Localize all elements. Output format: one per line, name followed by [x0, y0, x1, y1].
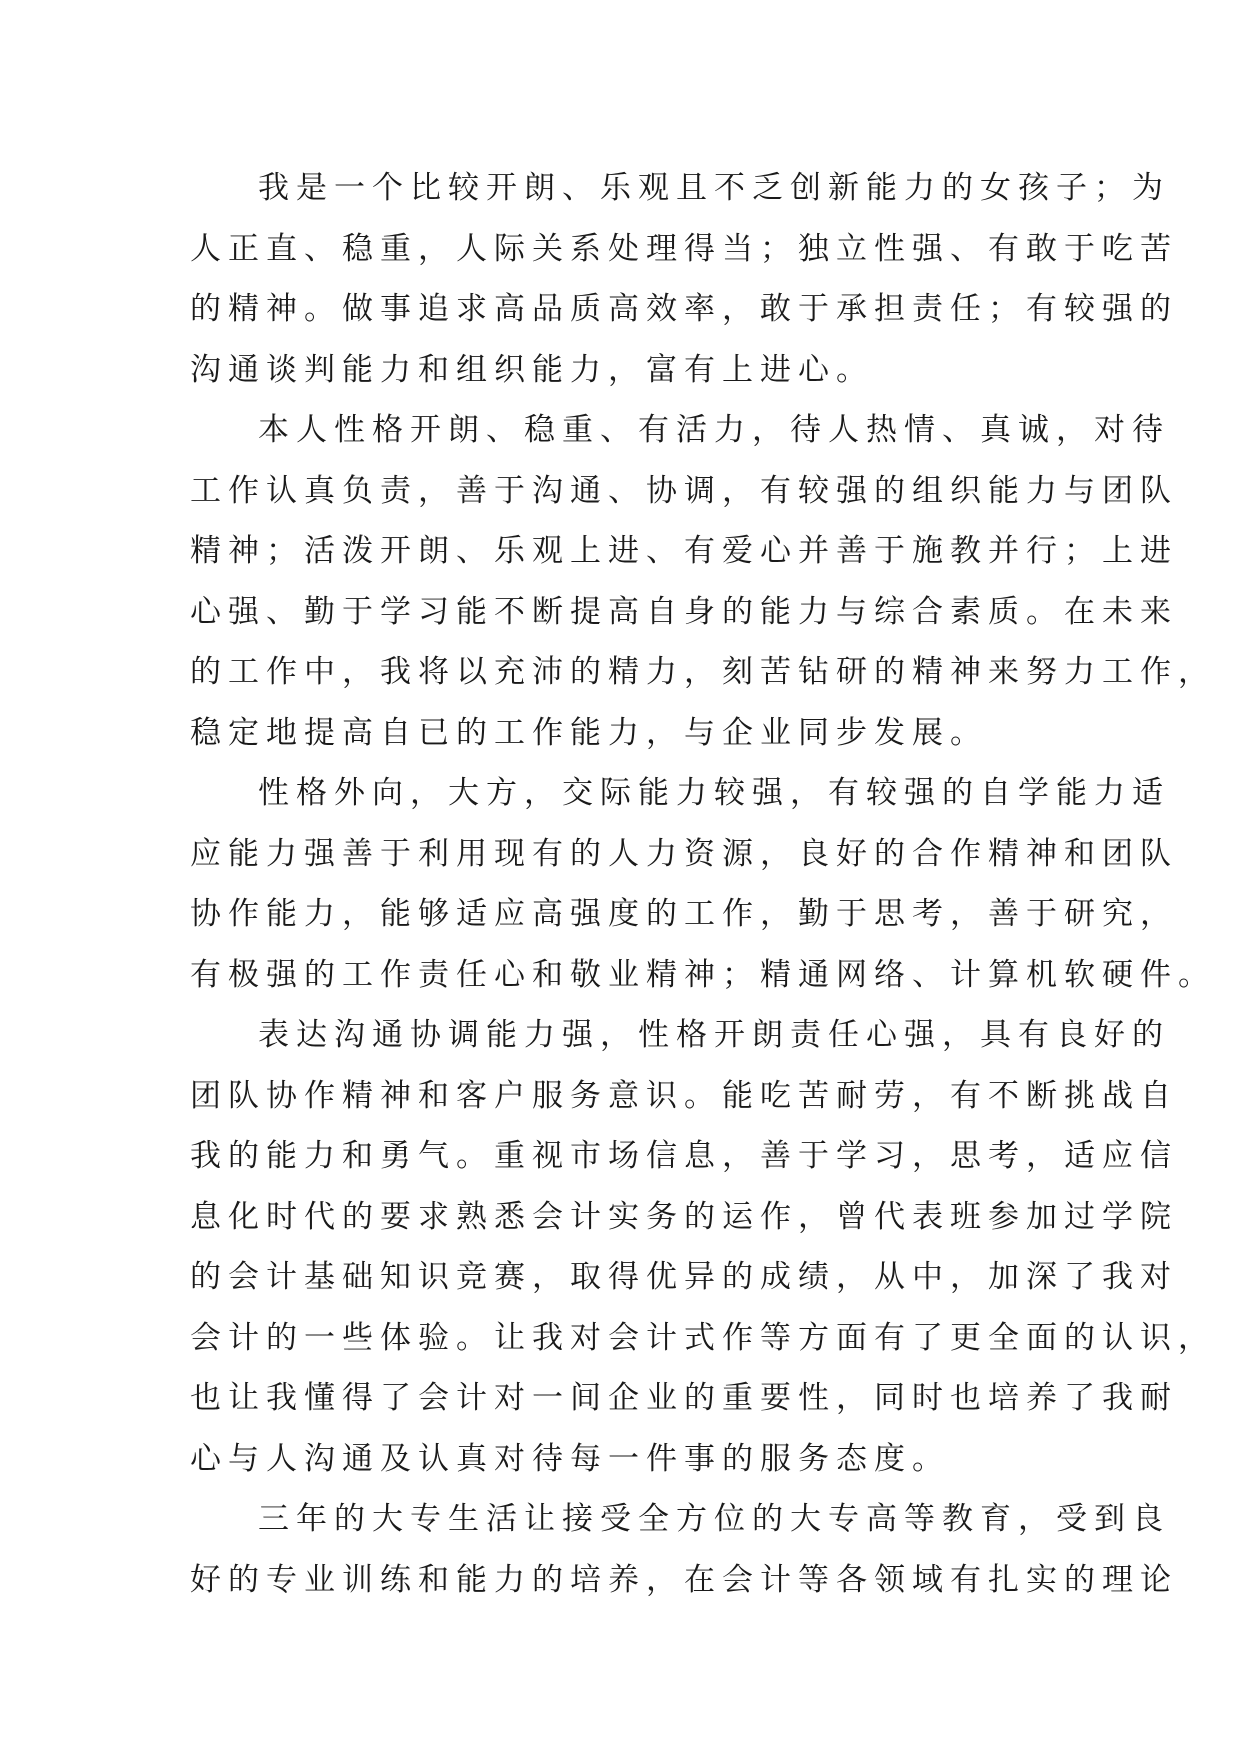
- paragraph-line: 会计的一些体验。让我对会计式作等方面有了更全面的认识，: [190, 1319, 1216, 1356]
- paragraph-line: 稳定地提高自已的工作能力，与企业同步发展。: [190, 714, 988, 751]
- paragraph-line: 有极强的工作责任心和敬业精神；精通网络、计算机软硬件。: [190, 956, 1216, 993]
- paragraph-line: 工作认真负责，善于沟通、协调，有较强的组织能力与团队: [190, 472, 1178, 509]
- paragraph-line: 息化时代的要求熟悉会计实务的运作，曾代表班参加过学院: [190, 1198, 1178, 1235]
- paragraph-line: 的会计基础知识竞赛，取得优异的成绩，从中，加深了我对: [190, 1259, 1178, 1295]
- paragraph-line: 心与人沟通及认真对待每一件事的服务态度。: [190, 1440, 950, 1477]
- paragraph-line: 好的专业训练和能力的培养，在会计等各领域有扎实的理论: [190, 1561, 1178, 1598]
- paragraph: [190, 1005, 1216, 1489]
- paragraph: [190, 1489, 1178, 1610]
- paragraph-line: 应能力强善于利用现有的人力资源，良好的合作精神和团队: [190, 835, 1178, 872]
- paragraph-line: 的精神。做事追求高品质高效率，敢于承担责任；有较强的: [190, 291, 1178, 327]
- paragraph-line: 团队协作精神和客户服务意识。能吃苦耐劳，有不断挑战自: [190, 1077, 1178, 1114]
- paragraph-line: 表达沟通协调能力强，性格开朗责任心强，具有良好的: [258, 1017, 1170, 1053]
- paragraph: [190, 763, 1216, 1005]
- document-body: [190, 158, 1216, 1610]
- paragraph-line: 本人性格开朗、稳重、有活力，待人热情、真诚，对待: [258, 412, 1170, 448]
- paragraph-line: 沟通谈判能力和组织能力，富有上进心。: [190, 351, 874, 388]
- paragraph-line: 也让我懂得了会计对一间企业的重要性，同时也培养了我耐: [190, 1380, 1178, 1416]
- paragraph-line: 心强、勤于学习能不断提高自身的能力与综合素质。在未来: [190, 593, 1178, 630]
- paragraph-line: 三年的大专生活让接受全方位的大专高等教育，受到良: [258, 1501, 1170, 1537]
- paragraph-line: 协作能力，能够适应高强度的工作，勤于思考，善于研究，: [190, 896, 1178, 932]
- paragraph: [190, 158, 1178, 400]
- paragraph-line: 精神；活泼开朗、乐观上进、有爱心并善于施教并行；上进: [190, 533, 1178, 569]
- paragraph-line: 人正直、稳重，人际关系处理得当；独立性强、有敢于吃苦: [190, 230, 1178, 267]
- paragraph-line: 我的能力和勇气。重视市场信息，善于学习，思考，适应信: [190, 1138, 1178, 1174]
- paragraph: [190, 400, 1216, 763]
- paragraph-line: 我是一个比较开朗、乐观且不乏创新能力的女孩子；为: [258, 170, 1170, 206]
- paragraph-line: 的工作中，我将以充沛的精力，刻苦钻研的精神来努力工作，: [190, 654, 1216, 690]
- paragraph-line: 性格外向，大方，交际能力较强，有较强的自学能力适: [258, 775, 1170, 811]
